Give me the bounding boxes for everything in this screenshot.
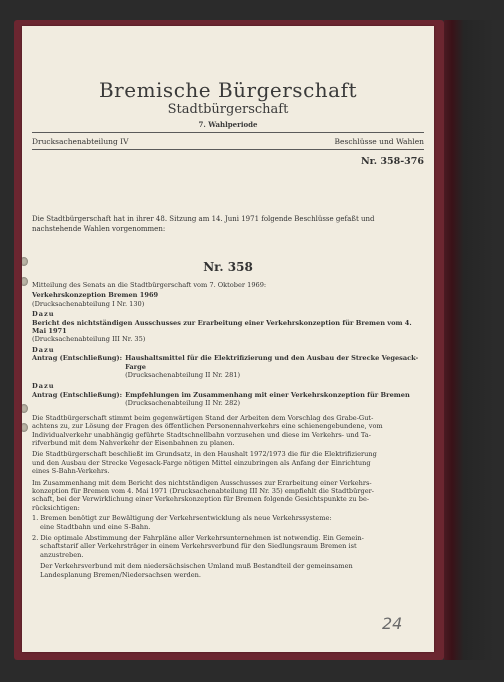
list-line: anzustreben. — [40, 550, 84, 559]
punch-hole — [22, 277, 28, 286]
document-page — [22, 26, 434, 652]
binder-edge — [444, 20, 494, 660]
paragraph-line: rücksichtigen: — [32, 503, 80, 512]
paragraph-2 — [32, 450, 424, 475]
item3-title-cont: Farge — [125, 362, 146, 371]
handwritten-page-number: 24 — [382, 614, 403, 633]
list-line: 2. Die optimale Abstimmung der Fahrpläne aller Verkehrsunternehmen ist notwendig. Ein Gemein- — [32, 533, 364, 542]
header-rule-bottom — [32, 149, 424, 150]
intro-paragraph: Die Stadtbürgerschaft hat in ihrer 48. Sitzung am 14. Juni 1971 folgende Beschlüsse gefaßt und nachstehende Wahlen vorgenommen: — [32, 215, 375, 233]
dazu-label: Dazu — [32, 310, 55, 319]
item3-label: Antrag (Entschließung): — [32, 354, 123, 363]
document-title: Bremische Bürgerschaft — [98, 78, 358, 102]
paragraph-line: eines S-Bahn-Verkehrs. — [32, 467, 110, 476]
paragraph-3 — [32, 479, 424, 513]
paragraph-line: Die Stadtbürgerschaft stimmt beim gegenwärtigen Stand der Arbeiten dem Vorschlag des Grabe-Gut- — [32, 413, 374, 422]
list-item-2 — [32, 534, 424, 559]
list-line: Der Verkehrsverbund mit dem niedersächsischen Umland muß Bestandteil der gemeinsamen — [40, 562, 353, 571]
section-category: Beschlüsse und Wahlen — [334, 137, 424, 146]
item3-title: Haushaltsmittel für die Elektrifizierung und den Ausbau der Strecke Vegesack- — [125, 354, 419, 363]
paragraph-line: achtens zu, zur Lösung der Fragen des öffentlichen Personennahverkehrs eine schienengebundene, vom — [32, 422, 383, 431]
item4-label: Antrag (Entschließung): — [32, 390, 123, 399]
paragraph-line: Individualverkehr unabhängig geführte Stadtschnellbahn vorzusehen und diese im Verkehrs- und Ta- — [32, 430, 371, 439]
entry-body — [32, 281, 424, 579]
dazu-label: Dazu — [32, 382, 55, 391]
item2-title-cont: Mai 1971 — [32, 327, 67, 336]
list-line: 1. Bremen benötigt zur Bewältigung der Verkehrsentwicklung als neue Verkehrssysteme: — [32, 514, 332, 523]
list-item-1 — [32, 514, 424, 531]
item3 — [32, 354, 424, 379]
list-item-3 — [32, 562, 424, 579]
paragraph-1 — [32, 414, 424, 448]
paragraph-line: konzeption für Bremen vom 4. Mai 1971 (Drucksachenabteilung III Nr. 35) empfiehlt die Stadtbürger- — [32, 486, 375, 495]
item2-ref: (Drucksachenabteilung III Nr. 35) — [32, 335, 146, 344]
item4-ref: (Drucksachenabteilung II Nr. 282) — [125, 399, 241, 408]
paragraph-line: rifverbund mit dem Nahverkehr der Eisenbahnen zu planen. — [32, 438, 235, 447]
entry-number: Nr. 358 — [203, 260, 253, 274]
document-subtitle: Stadtbürgerschaft — [167, 102, 289, 117]
list-line: Landesplanung Bremen/Niedersachsen werden. — [40, 570, 202, 579]
item2-title: Bericht des nichtständigen Ausschusses zur Erarbeitung einer Verkehrskonzeption für Bremen vom 4. — [32, 318, 412, 327]
item1-ref: (Drucksachenabteilung I Nr. 130) — [32, 299, 145, 308]
list-line: eine Stadtbahn und eine S-Bahn. — [40, 522, 151, 531]
item1-title: Verkehrskonzeption Bremen 1969 — [32, 291, 159, 300]
number-range: Nr. 358-376 — [360, 156, 424, 167]
section-label: Drucksachenabteilung IV — [32, 137, 129, 146]
legislative-period: 7. Wahlperiode — [198, 120, 258, 129]
paragraph-line: und den Ausbau der Strecke Vegesack-Farge nötigen Mittel einzubringen als Anfang der Einrichtung — [32, 458, 371, 467]
item3-ref: (Drucksachenabteilung II Nr. 281) — [125, 371, 241, 380]
punch-hole — [22, 404, 28, 413]
paragraph-line: schaft, bei der Verwirklichung einer Verkehrskonzeption für Bremen folgende Gesichtspunkte zu be- — [32, 495, 370, 504]
paragraph-line: Die Stadtbürgerschaft beschließt im Grundsatz, in den Haushalt 1972/1973 die für die Elektrifizierung — [32, 450, 377, 459]
item4 — [32, 391, 424, 408]
punch-hole — [22, 423, 28, 432]
list-line: schaftstarif aller Verkehrsträger in einem Verkehrsverbund für den Siedlungsraum Bremen ist — [40, 542, 357, 551]
senate-message: Mitteilung des Senats an die Stadtbürgerschaft vom 7. Oktober 1969: — [32, 281, 267, 289]
paragraph-line: Im Zusammenhang mit dem Bericht des nichtständigen Ausschusses zur Erarbeitung einer Verkehrs- — [32, 478, 372, 487]
header-rule-top — [32, 132, 424, 133]
item4-title: Empfehlungen im Zusammenhang mit einer Verkehrskonzeption für Bremen — [125, 390, 410, 399]
dazu-label: Dazu — [32, 345, 55, 354]
